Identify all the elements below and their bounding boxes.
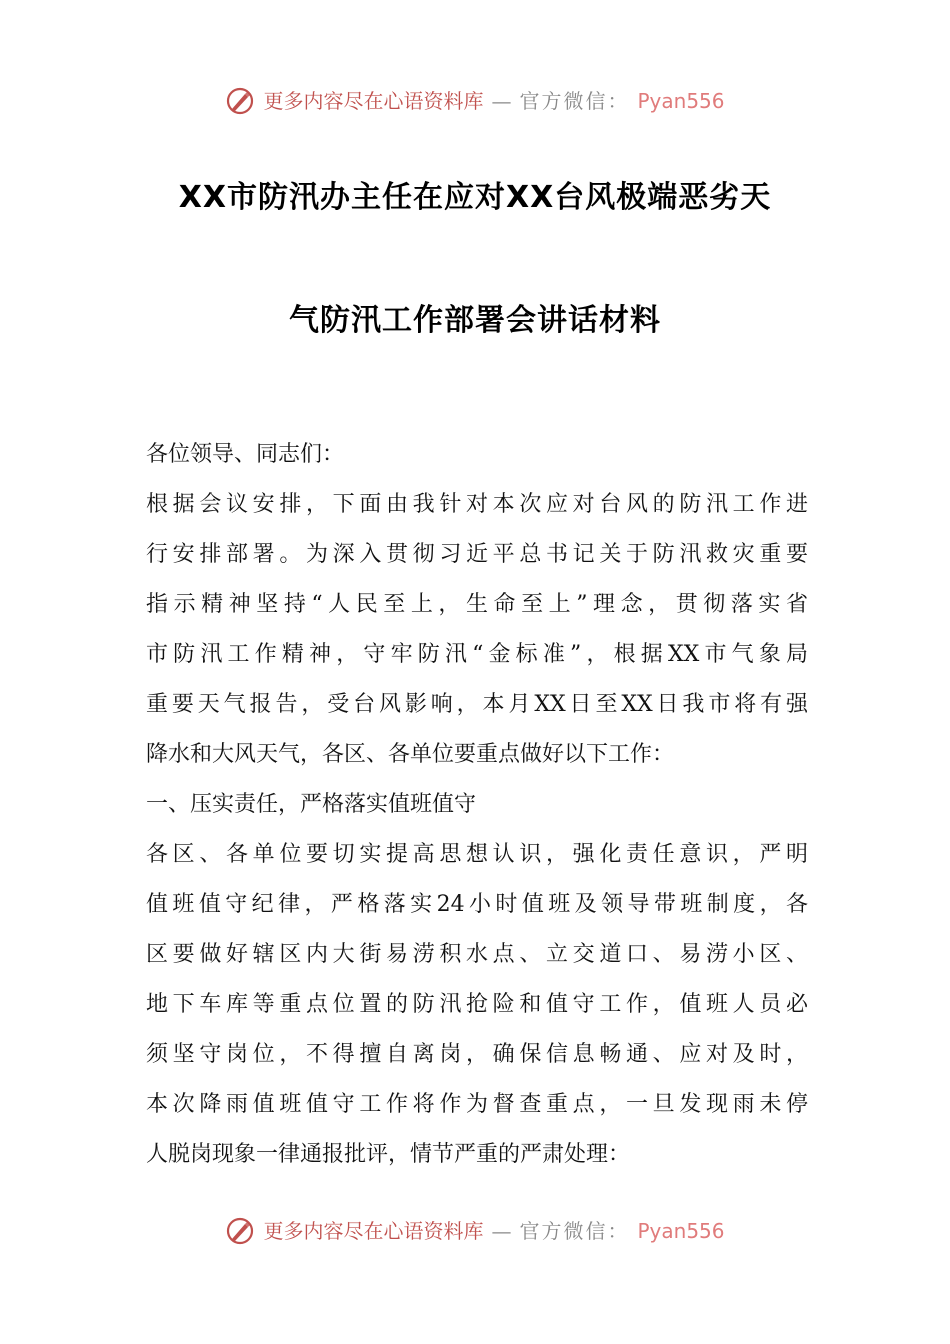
- paragraph-line: 各区、各单位要切实提高思想认识，强化责任意识，严明: [146, 842, 808, 867]
- paragraph-line: 本次降雨值班值守工作将作为督查重点，一旦发现雨未停: [146, 1092, 808, 1117]
- pen-circle-logo-icon: [225, 1216, 255, 1246]
- salutation: 各位领导、同志们：: [146, 442, 345, 467]
- paragraph-line: 区要做好辖区内大街易涝积水点、立交道口、易涝小区、: [146, 942, 808, 967]
- header-watermark: [0, 86, 950, 116]
- paragraph-line: 重要天气报告，受台风影响，本月XX日至XX日我市将有强: [146, 692, 808, 717]
- watermark-wechat-label: 官方微信：: [519, 1219, 630, 1243]
- paragraph-line: 地下车库等重点位置的防汛抢险和值守工作，值班人员必: [146, 992, 808, 1017]
- paragraph-line: 根据会议安排，下面由我针对本次应对台风的防汛工作进: [146, 492, 808, 517]
- watermark-wechat-id: Pyan556: [637, 89, 725, 113]
- section-heading: 一、压实责任，严格落实值班值守: [146, 792, 477, 817]
- paragraph-line: 值班值守纪律，严格落实24小时值班及领导带班制度，各: [146, 892, 808, 917]
- document-title-line-2: 气防汛工作部署会讲话材料: [289, 303, 661, 338]
- watermark-dash: —: [491, 89, 512, 113]
- paragraph-line: 行安排部署。为深入贯彻习近平总书记关于防汛救灾重要: [146, 542, 808, 567]
- watermark-main-text: 更多内容尽在心语资料库: [263, 1219, 484, 1243]
- pen-circle-logo-icon: [225, 86, 255, 116]
- paragraph-line: 须坚守岗位，不得擅自离岗，确保信息畅通、应对及时，: [146, 1042, 808, 1067]
- paragraph-line: 人脱岗现象一律通报批评，情节严重的严肃处理：: [146, 1142, 631, 1167]
- watermark-main-text: 更多内容尽在心语资料库: [263, 89, 484, 113]
- footer-watermark: [0, 1216, 950, 1246]
- paragraph-line: 降水和大风天气，各区、各单位要重点做好以下工作：: [146, 742, 675, 767]
- document-body: [146, 430, 808, 1180]
- watermark-wechat-id: Pyan556: [637, 1219, 725, 1243]
- watermark-dash: —: [491, 1219, 512, 1243]
- paragraph-line: 市防汛工作精神，守牢防汛“金标准”，根据XX市气象局: [146, 642, 808, 667]
- paragraph-line: 指示精神坚持“人民至上，生命至上”理念，贯彻落实省: [146, 592, 808, 617]
- document-title-line-1: XX市防汛办主任在应对XX台风极端恶劣天: [178, 180, 772, 215]
- watermark-wechat-label: 官方微信：: [519, 89, 630, 113]
